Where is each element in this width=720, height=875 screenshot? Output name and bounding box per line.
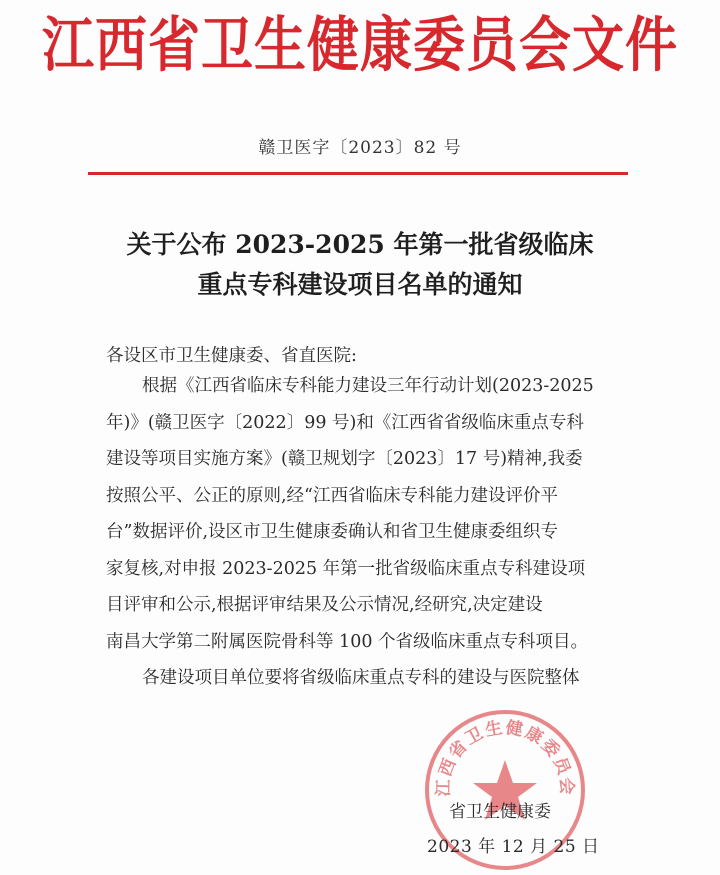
seal-text: 江西省卫生健康委员会 [433, 717, 577, 797]
body-line: 台”数据评价,设区市卫生健康委确认和省卫生健康委组织专 [106, 522, 559, 542]
notice-title-line-1: 关于公布 2023-2025 年第一批省级临床 [126, 230, 594, 259]
salutation: 各设区市卫生健康委、省直医院: [106, 346, 357, 366]
notice-title-line-2: 重点专科建设项目名单的通知 [197, 270, 523, 299]
red-divider-line [88, 172, 628, 175]
document-number: 赣卫医字〔2023〕82 号 [258, 138, 462, 158]
org-header-title: 江西省卫生健康委员会文件 [41, 11, 678, 81]
body-line: 按照公平、公正的原则,经“江西省临床专科能力建设评价平 [106, 485, 559, 506]
signature-date: 2023 年 12 月 25 日 [427, 837, 600, 857]
notice-title [0, 225, 720, 305]
body-line: 根据《江西省临床专科能力建设三年行动计划(2023-2025 [142, 376, 594, 396]
body-line: 目评审和公示,根据评审结果及公示情况,经研究,决定建设 [106, 595, 543, 615]
body-line: 建设等项目实施方案》(赣卫规划字〔2023〕17 号)精神,我委 [106, 449, 583, 469]
signature-org: 省卫生健康委 [449, 802, 551, 822]
body-line: 年)》(赣卫医字〔2022〕99 号)和《江西省省级临床重点专科 [106, 412, 584, 433]
notice-body [106, 368, 646, 660]
second-paragraph-start: 各建设项目单位要将省级临床重点专科的建设与医院整体 [142, 668, 580, 688]
body-line: 家复核,对申报 2023-2025 年第一批省级临床重点专科建设项 [106, 558, 586, 579]
body-line: 南昌大学第二附属医院骨科等 100 个省级临床重点专科项目。 [106, 631, 589, 652]
